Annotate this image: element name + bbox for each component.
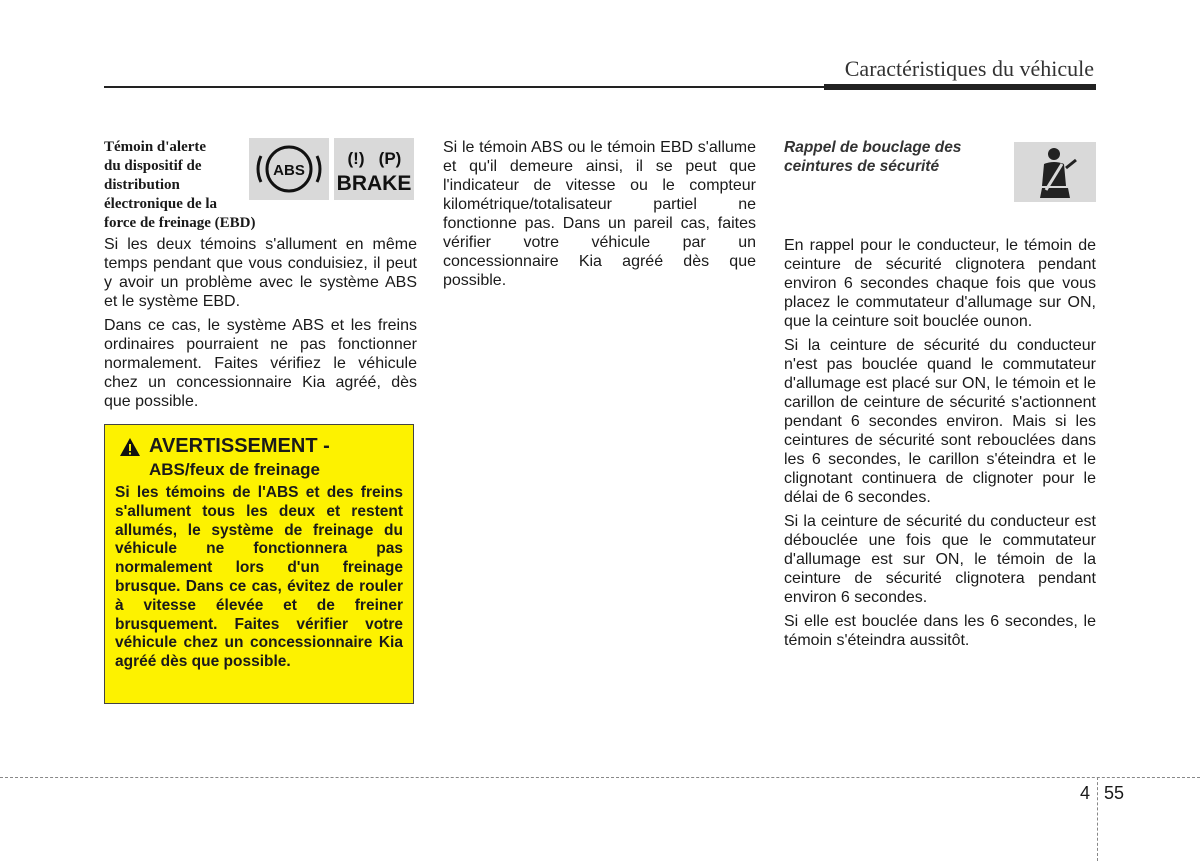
header-rule	[104, 86, 1096, 88]
warning-box	[104, 424, 414, 704]
abs-warning-lamp-icon	[249, 138, 329, 200]
warning-title: AVERTISSEMENT -	[149, 435, 330, 457]
column-seatbelt	[784, 138, 1096, 655]
abs-ebd-paragraph: Si le témoin ABS ou le témoin EBD s'allume et qu'il demeure ainsi, il se peut que l'indicateur de vitesse ou le compteur kilométrique/totalisateur partiel ne fonctionne pas. Dans un pareil cas, faites vérifier votre véhicule par un concessionnaire Kia agréé dès que possible.	[443, 139, 756, 289]
warning-subtitle: ABS/feux de freinage	[149, 460, 320, 479]
ebd-heading-line: du dispositif de	[104, 158, 202, 174]
page-number: 55	[1104, 783, 1125, 803]
abs-lamp-label: ABS	[273, 162, 305, 179]
seatbelt-reminder-icon	[1014, 142, 1096, 202]
ebd-paragraph: Si les deux témoins s'allument en même temps pendant que vous conduisiez, il peut y avoir un problème avec le système ABS et le système EBD.	[104, 236, 417, 310]
chapter-number: 4	[1080, 783, 1091, 803]
column-abs-ebd-lamp	[443, 138, 756, 295]
footer-divider	[0, 777, 1200, 778]
brake-lamp-label: BRAKE	[336, 172, 412, 195]
ebd-heading-line: électronique de la	[104, 196, 218, 212]
ebd-paragraph: Dans ce cas, le système ABS et les freins ordinaires pourraient ne pas fonctionner normalement. Faites vérifiez le véhicule chez un concessionnaire Kia agréé, dès que possible.	[104, 317, 417, 410]
seatbelt-paragraph: En rappel pour le conducteur, le témoin de ceinture de sécurité clignotera pendant environ 6 secondes chaque fois que vous placez le commutateur d'allumage sur ON, que la ceinture soit bouclée ounon.	[784, 237, 1096, 330]
parking-brake-symbol: (P)	[378, 149, 402, 168]
footer-vertical-divider	[1097, 777, 1098, 861]
ebd-heading-line: distribution	[104, 177, 180, 193]
warning-triangle-icon	[119, 437, 141, 457]
brake-warning-lamp-icon	[334, 138, 414, 200]
ebd-heading-line: force de freinage (EBD)	[104, 215, 256, 231]
ebd-heading-line: Témoin d'alerte	[104, 139, 207, 155]
seatbelt-paragraph: Si la ceinture de sécurité du conducteur est débouclée une fois que le commutateur d'allumage est sur ON, le témoin de la ceinture de sécurité clignotera pendant environ 6 secondes.	[784, 513, 1096, 606]
seatbelt-heading: Rappel de bouclage des ceintures de sécurité	[784, 139, 962, 175]
brake-exclamation-symbol: (!)	[347, 149, 365, 168]
page-header-title: Caractéristiques du véhicule	[844, 56, 1094, 81]
seatbelt-paragraph: Si elle est bouclée dans les 6 secondes, le témoin s'éteindra aussitôt.	[784, 613, 1096, 649]
seatbelt-paragraph: Si la ceinture de sécurité du conducteur n'est pas bouclée quand le commutateur d'allumage est placé sur ON, le témoin et le carillon de ceinture de sécurité s'actionnent pendant 6 secondes environ. Mais si les ceintures de sécurité sont rebouclées dans les 6 secondes, le carillon s'éteindra et le clignotant continuera de clignoter pour le délai de 6 secondes.	[784, 337, 1096, 506]
warning-body: Si les témoins de l'ABS et des freins s'allument tous les deux et restent allumés, le système de freinage du véhicule ne fonctionnera pas normalement lors d'un freinage brusque. Dans ce cas, évitez de rouler à vitesse élevée et de freiner brusquement. Faites vérifier votre véhicule chez un concessionnaire Kia agréé dès que possible.	[115, 484, 403, 671]
warning-title-row	[119, 435, 403, 458]
